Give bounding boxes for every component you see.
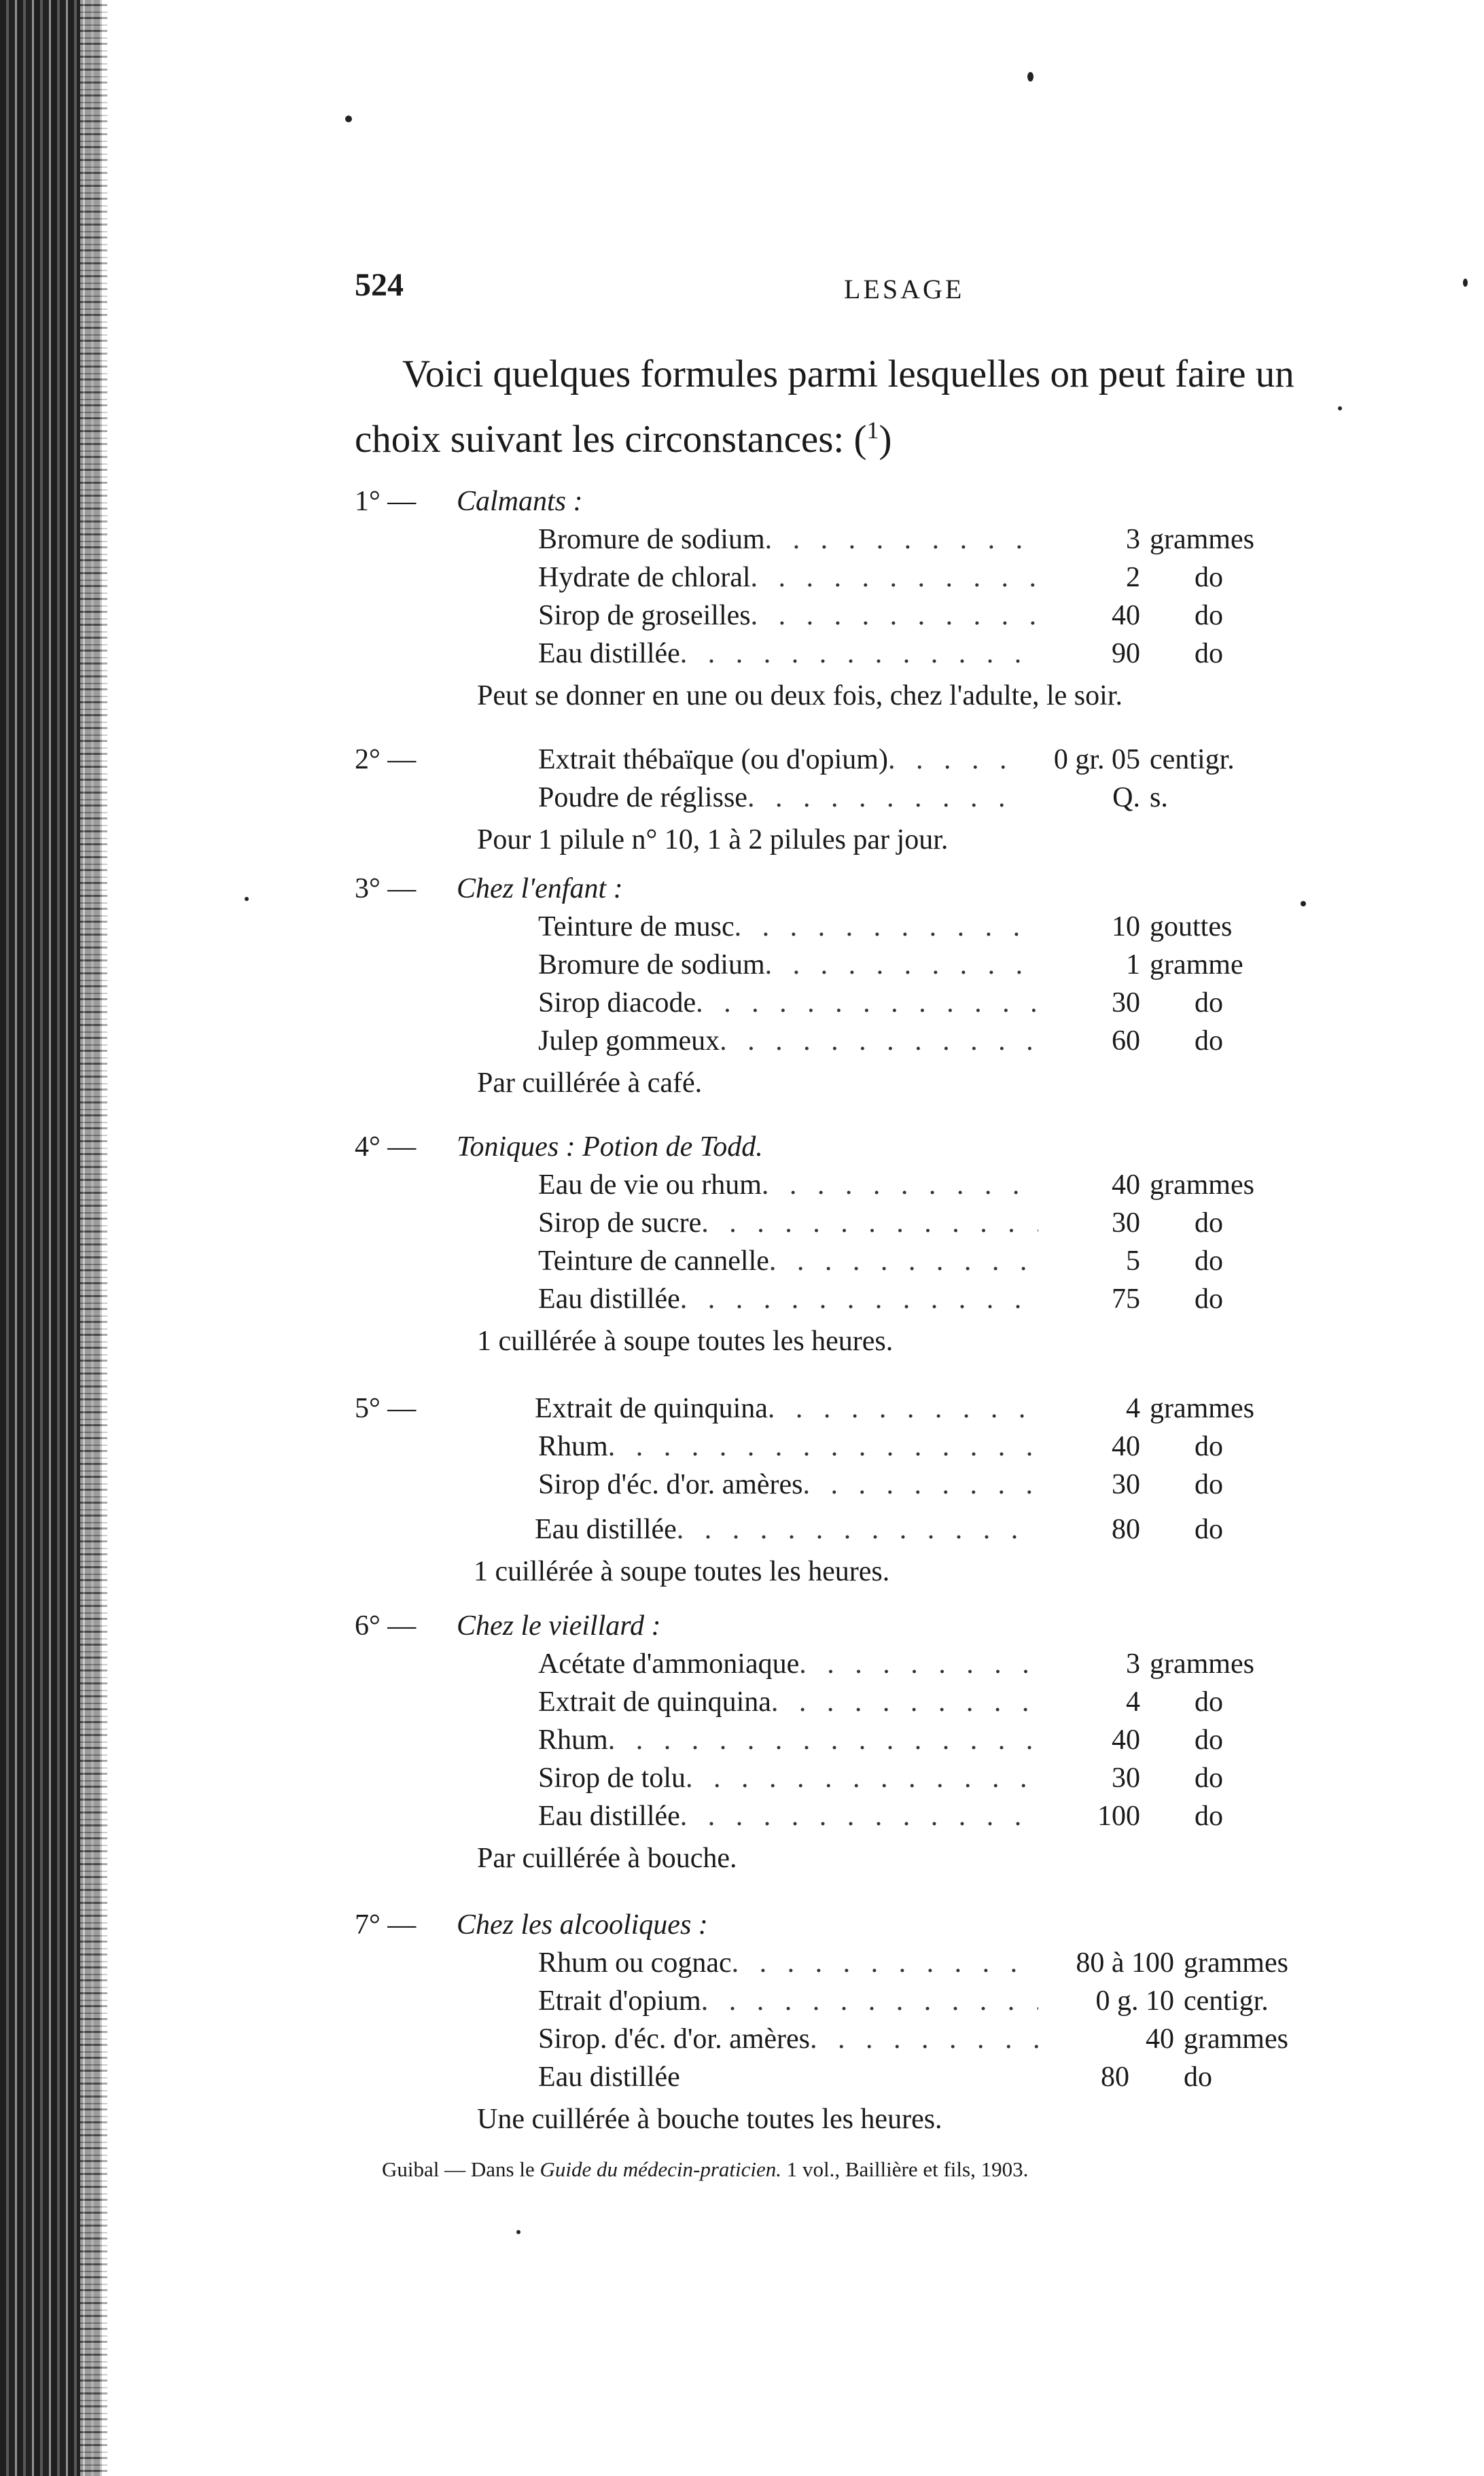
ingredient-row: 5° — Extrait de quinquina . . . 4 grammes — [355, 1390, 1320, 1428]
ingredient-row: Sirop de groseilles . . . 40 do — [538, 597, 1320, 635]
ingredient-row: Acétate d'ammoniaque . . . 3 grammes — [538, 1645, 1320, 1683]
ingredient-row: Hydrate de chloral . . . 2 do — [538, 559, 1320, 597]
ingredient-row: Bromure de sodium . . . 3 grammes — [538, 520, 1320, 559]
ingredient-row: Eau distillée . . . 90 do — [538, 635, 1320, 673]
ingredient-row: Sirop diacode . . . 30 do — [538, 984, 1320, 1022]
formula-section-5 — [355, 1390, 1455, 1592]
ingredient-row: Rhum ou cognac . . . 80 à 100 grammes — [538, 1944, 1320, 1982]
dosage-note: Par cuillérée à café. — [477, 1067, 703, 1099]
intro-paragraph — [355, 347, 1469, 467]
ingredient-row: Sirop de sucre . . . 30 do — [538, 1204, 1320, 1242]
page-header — [355, 266, 1455, 314]
intro-line-1: Voici quelques formules parmi lesquelles on peut faire un — [402, 353, 1294, 395]
ink-speck — [245, 897, 249, 901]
intro-line-2: choix suivant les circonstances: ($^1$) — [355, 417, 892, 461]
formula-section-3 — [355, 870, 1455, 1103]
section-title: 6° — Chez le vieillard : — [355, 1610, 661, 1642]
section-title: 7° — Chez les alcooliques : — [355, 1909, 708, 1941]
ingredient-row: Sirop de tolu . . . 30 do — [538, 1759, 1320, 1797]
footnote: Guibal — Dans le Guide du médecin-praticien. 1 vol., Baillière et fils, 1903. — [382, 2157, 1029, 2181]
dosage-note: 1 cuillérée à soupe toutes les heures. — [477, 1326, 894, 1357]
formula-section-1 — [355, 482, 1455, 716]
formula-section-6 — [355, 1607, 1455, 1879]
ingredient-row: 2° — Extrait thébaïque (ou d'opium) . . . 0 gr. 05 centigr. — [355, 741, 1320, 779]
ingredient-row: Etrait d'opium . . . 0 g. 10 centigr. — [538, 1982, 1320, 2020]
ingredient-row: Teinture de musc . . . 10 gouttes — [538, 908, 1320, 946]
section-title: 1° — Calmants : — [355, 486, 583, 517]
formula-section-2 — [355, 741, 1455, 860]
section-title: 4° — Toniques : Potion de Todd. — [355, 1131, 763, 1163]
footnote-mark: 1 — [866, 417, 879, 444]
dosage-note: Peut se donner en une ou deux fois, chez l'adulte, le soir. — [477, 680, 1123, 711]
ingredient-row: Eau distillée . . . 100 do — [538, 1797, 1320, 1835]
ingredient-row: Poudre de réglisse . . . Q. s. — [355, 779, 1320, 817]
dosage-note: Une cuillérée à bouche toutes les heures. — [477, 2104, 942, 2135]
ingredient-row: Eau distillée . . . 80 do — [355, 1510, 1320, 1549]
formula-section-7 — [355, 1906, 1455, 2140]
ingredient-row: Sirop d'éc. d'or. amères . . . 30 do — [355, 1466, 1320, 1504]
ink-speck — [1301, 901, 1306, 906]
running-title: LESAGE — [844, 274, 965, 304]
ingredient-row: Sirop. d'éc. d'or. amères . . . 40 grammes — [538, 2020, 1320, 2058]
ink-speck — [345, 116, 352, 122]
ingredient-row: Bromure de sodium . . . 1 gramme — [538, 946, 1320, 984]
dosage-note: Par cuillérée à bouche. — [477, 1843, 737, 1874]
dosage-note: 1 cuillérée à soupe toutes les heures. — [474, 1556, 890, 1587]
ink-speck — [516, 2230, 520, 2234]
dosage-note: Pour 1 pilule n° 10, 1 à 2 pilules par jour. — [477, 824, 949, 855]
ingredient-row: Rhum . . . 40 do — [538, 1721, 1320, 1759]
ingredient-row: Rhum . . . 40 do — [355, 1428, 1320, 1466]
book-binding-shadow — [0, 0, 102, 2476]
ingredient-row: Eau de vie ou rhum . . . 40 grammes — [538, 1166, 1320, 1204]
ingredient-row: Teinture de cannelle . . . 5 do — [538, 1242, 1320, 1280]
formula-section-4 — [355, 1128, 1455, 1362]
ink-speck — [1027, 72, 1034, 82]
section-title: 3° — Chez l'enfant : — [355, 873, 623, 904]
ingredient-row: Eau distillée . . . 75 do — [538, 1280, 1320, 1318]
ink-speck — [1338, 406, 1342, 410]
page-number: 524 — [355, 267, 404, 303]
ingredient-row: Julep gommeux . . . 60 do — [538, 1022, 1320, 1060]
ink-speck — [1463, 279, 1468, 287]
ingredient-row: Eau distillée 80 do — [538, 2062, 1212, 2093]
ingredient-row: Extrait de quinquina . . . 4 do — [538, 1683, 1320, 1721]
